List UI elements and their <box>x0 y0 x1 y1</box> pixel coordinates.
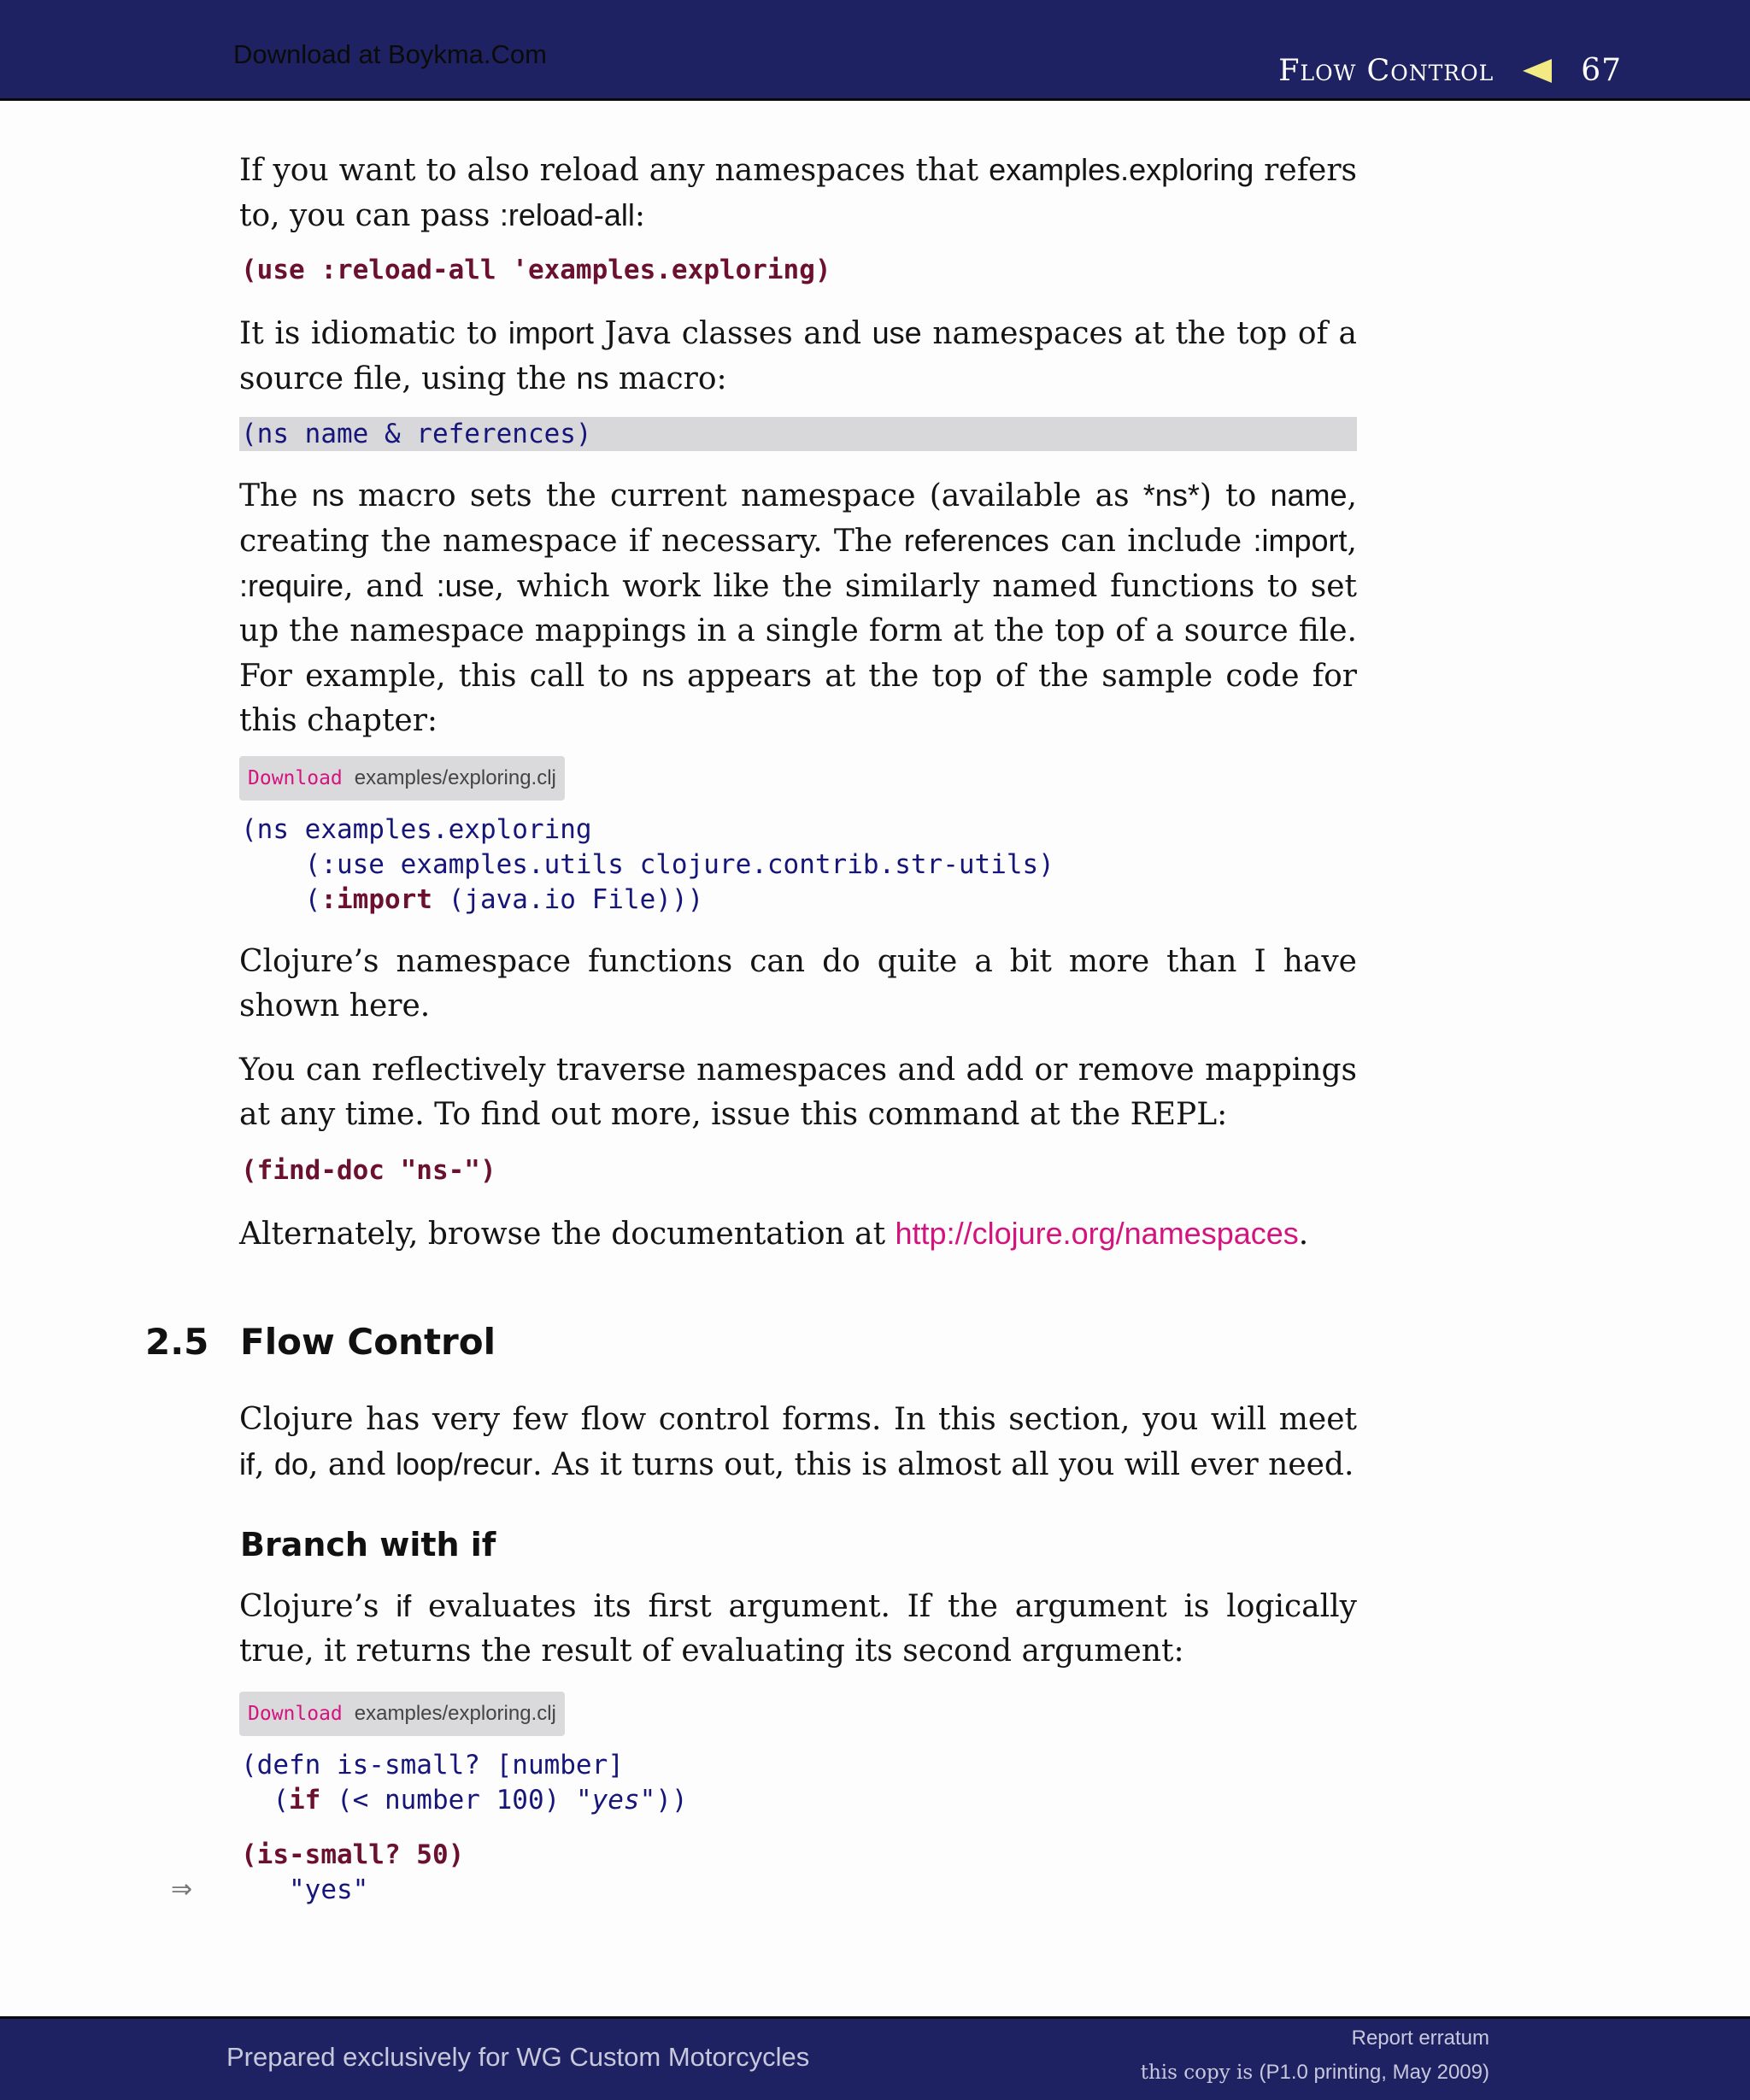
code-result-output: "yes" <box>241 1874 369 1905</box>
file-path: examples/exploring.clj <box>354 1702 556 1725</box>
prepared-for-text: Prepared exclusively for WG Custom Motorcycles <box>226 2042 810 2072</box>
paragraph-reload-all: If you want to also reload any namespaces that examples.exploring refers to, you can pass :reload-all: <box>239 152 1358 233</box>
previous-page-triangle-icon[interactable] <box>1523 59 1552 83</box>
paragraph-idiomatic: It is idiomatic to import Java classes and use namespaces at the top of a source file, using the ns macro: <box>239 315 1358 396</box>
printing-info: this copy is (P1.0 printing, May 2009) <box>1140 2061 1489 2084</box>
section-number: 2.5 <box>145 1321 209 1363</box>
code-is-small-defn: (defn is-small? [number] (if (< number 100) "yes")) <box>241 1750 688 1816</box>
subsection-title: Branch with if <box>240 1526 496 1563</box>
report-erratum-link[interactable]: Report erratum <box>1351 2027 1489 2050</box>
watermark-text: Download at Boykma.Com <box>233 39 547 69</box>
code-ns-example: (ns examples.exploring (:use examples.utils clojure.contrib.str-utils) (:import (java.io File))) <box>241 814 1054 915</box>
paragraph-flow-control-intro: Clojure has very few flow control forms. In this section, you will meet if, do, and loop/recur. As it turns out, this is almost all you will ever need. <box>239 1402 1357 1482</box>
download-link[interactable]: Download <box>248 767 343 789</box>
paragraph-ns-macro: The ns macro sets the current namespace (available as *ns*) to name, creating the namespace if necessary. The references can include :import, :require, and :use, which work like the similarly named functions to set up the namespace mappings in a single form at the top of a source file. For example, this call to ns appears at the top of the sample code for this chapter: <box>239 478 1357 738</box>
download-tag[interactable] <box>239 1692 565 1736</box>
section-title: Flow Control <box>240 1321 496 1363</box>
result-arrow-icon: ⇒ <box>171 1874 193 1904</box>
namespaces-doc-link[interactable]: http://clojure.org/namespaces <box>895 1216 1299 1251</box>
paragraph-if: Clojure’s if evaluates its first argument. If the argument is logically true, it returns the result of evaluating its second argument: <box>239 1588 1357 1669</box>
running-title: Flow Control <box>1278 53 1495 88</box>
paragraph-namespace-functions: Clojure’s namespace functions can do quite a bit more than I have shown here. <box>239 944 1357 1024</box>
download-link[interactable]: Download <box>248 1703 343 1725</box>
paragraph-documentation: Alternately, browse the documentation at http://clojure.org/namespaces. <box>239 1216 1309 1252</box>
page-number: 67 <box>1581 53 1622 88</box>
code-ns-syntax: (ns name & references) <box>241 419 592 449</box>
code-use-reload-all: (use :reload-all 'examples.exploring) <box>241 255 831 285</box>
paragraph-reflective: You can reflectively traverse namespaces and add or remove mappings at any time. To find out more, issue this command at the REPL: <box>239 1053 1357 1132</box>
download-tag[interactable] <box>239 756 565 801</box>
file-path: examples/exploring.clj <box>354 766 556 789</box>
running-head <box>1278 53 1622 88</box>
code-is-small-call: (is-small? 50) <box>241 1839 465 1870</box>
code-find-doc: (find-doc "ns-") <box>241 1155 496 1186</box>
